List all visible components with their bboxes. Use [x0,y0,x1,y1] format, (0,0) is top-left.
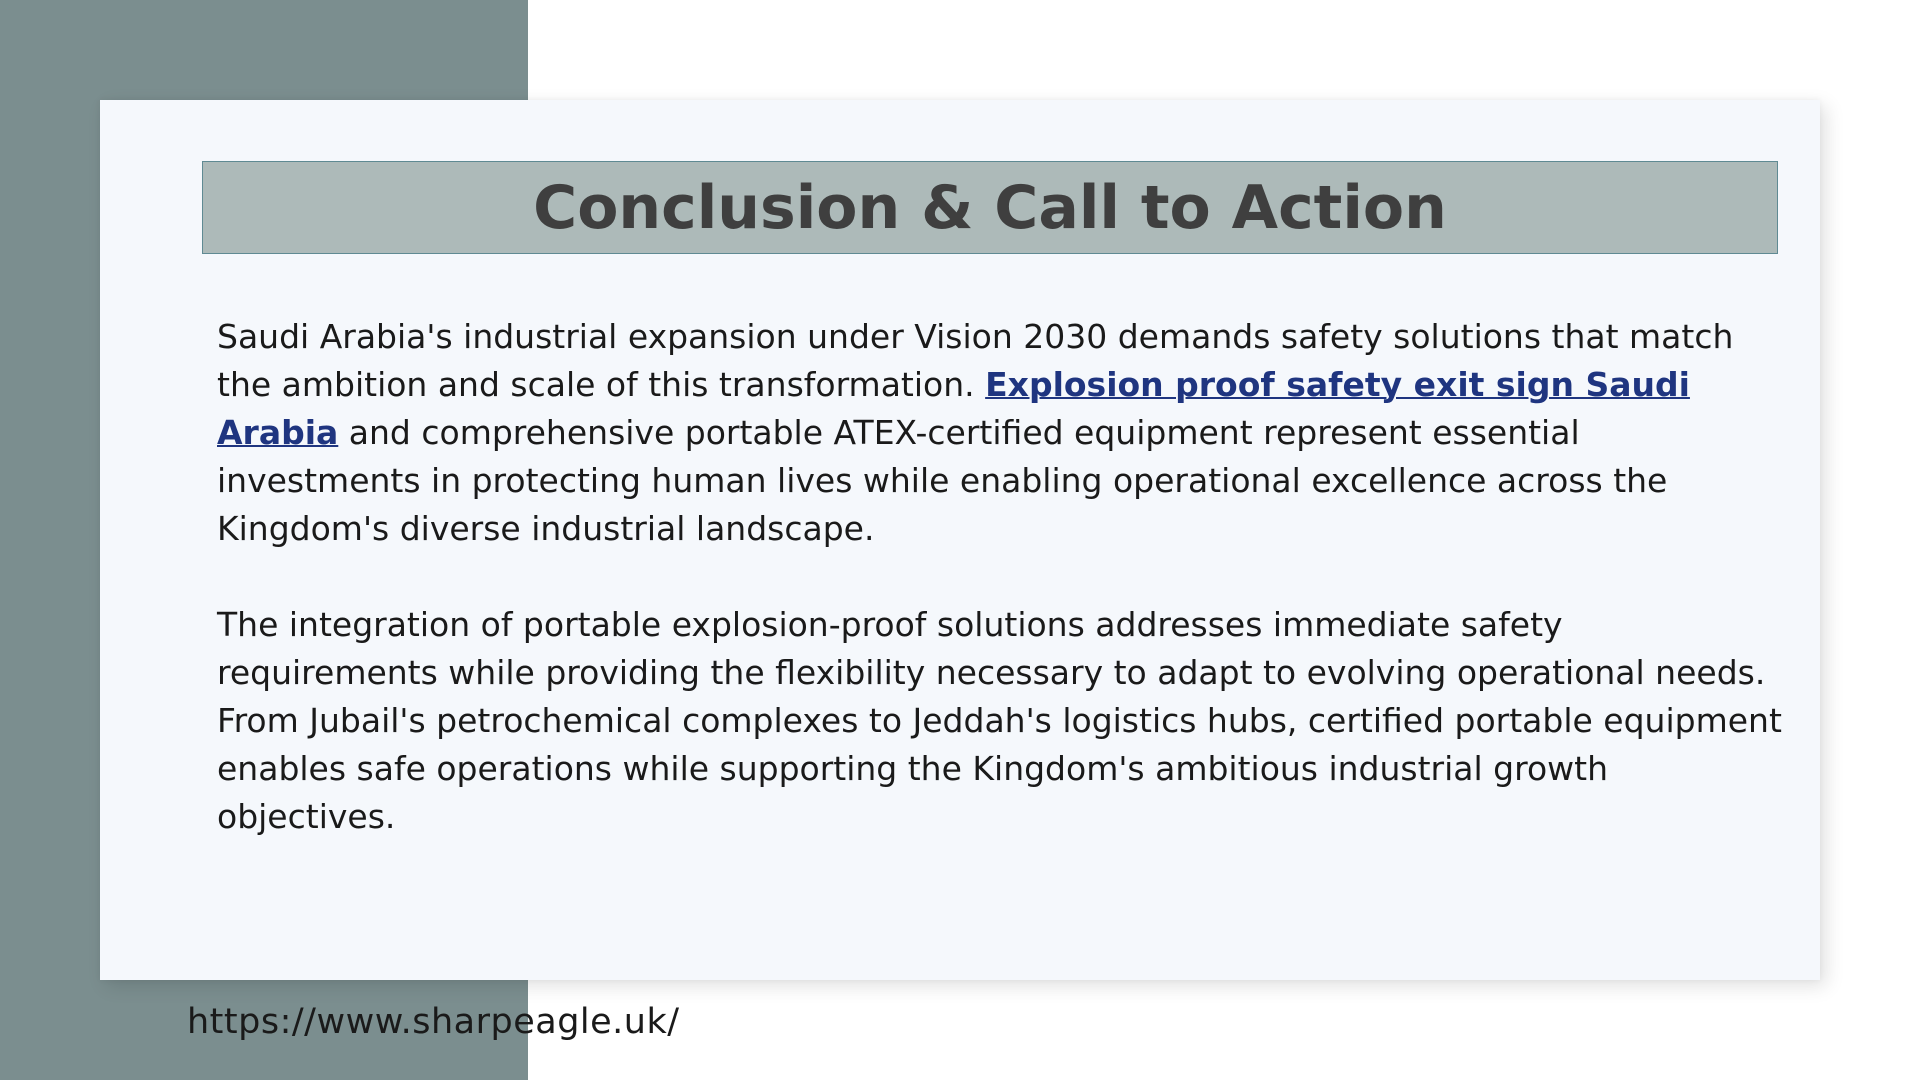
body-text [217,313,1787,889]
slide-title: Conclusion & Call to Action [533,172,1447,243]
paragraph-1-rest: and comprehensive portable ATEX-certified equipment represent essential investments in protecting human lives while enabling operational excellence across the Kingdom's diverse industrial landscape. [217,413,1668,548]
explosion-proof-exit-sign-link[interactable]: Explosion proof safety exit sign Saudi Arabia [217,365,1690,452]
paragraph-2: The integration of portable explosion-proof solutions addresses immediate safety requirements while providing the flexibility necessary to adapt to evolving operational needs. From Jubail's petrochemical complexes to Jeddah's logistics hubs, certified portable equipment enables safe operations while supporting the Kingdom's ambitious industrial growth objectives. [217,605,1782,836]
paragraph-1-intro: Saudi Arabia's industrial expansion under Vision 2030 demands safety solutions that match the ambition and scale of this transformation. [217,317,1734,404]
footer-url[interactable]: https://www.sharpeagle.uk/ [187,1002,680,1042]
title-box [202,161,1778,254]
paragraph-1 [217,313,1787,553]
content-card [100,100,1820,980]
